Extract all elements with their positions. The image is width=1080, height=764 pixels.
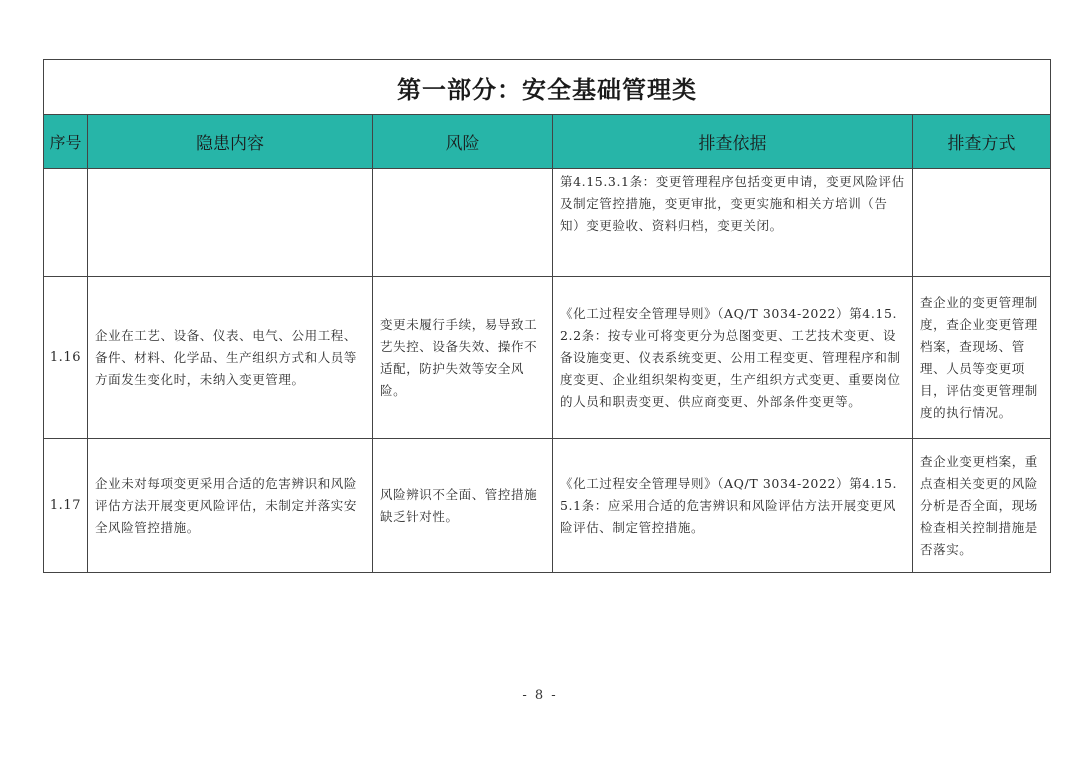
row-basis: 第4.15.3.1条：变更管理程序包括变更申请，变更风险评估及制定管控措施，变更审批，变更实施和相关方培训（告知）变更验收、资料归档，变更关闭。 bbox=[553, 169, 913, 277]
row-hazard bbox=[88, 169, 373, 277]
table-header-row bbox=[44, 115, 1051, 169]
row-seq bbox=[44, 169, 88, 277]
row-hazard: 企业未对每项变更采用合适的危害辨识和风险评估方法开展变更风险评估，未制定并落实安全风险管控措施。 bbox=[88, 439, 373, 573]
section-title: 第一部分：安全基础管理类 bbox=[44, 60, 1051, 115]
page-number: - 8 - bbox=[522, 688, 558, 703]
header-seq: 序号 bbox=[44, 115, 88, 169]
row-seq: 1.17 bbox=[44, 439, 88, 573]
header-hazard: 隐患内容 bbox=[88, 115, 373, 169]
table-row bbox=[44, 169, 1051, 277]
row-risk: 变更未履行手续，易导致工艺失控、设备失效、操作不适配，防护失效等安全风险。 bbox=[373, 277, 553, 439]
row-method: 查企业变更档案，重点查相关变更的风险分析是否全面，现场检查相关控制措施是否落实。 bbox=[913, 439, 1051, 573]
header-risk: 风险 bbox=[373, 115, 553, 169]
row-method: 查企业的变更管理制度，查企业变更管理档案，查现场、管理、人员等变更项目，评估变更管理制度的执行情况。 bbox=[913, 277, 1051, 439]
table-title-row bbox=[44, 60, 1051, 115]
row-risk bbox=[373, 169, 553, 277]
header-basis: 排查依据 bbox=[553, 115, 913, 169]
checklist-table-container bbox=[43, 59, 1050, 573]
row-basis: 《化工过程安全管理导则》（AQ/T 3034-2022）第4.15.2.2条：按专业可将变更分为总图变更、工艺技术变更、设备设施变更、仪表系统变更、公用工程变更、管理程序和制度变更、企业组织架构变更，生产组织方式变更、重要岗位的人员和职责变更、供应商变更、外部条件变更等。 bbox=[553, 277, 913, 439]
row-seq: 1.16 bbox=[44, 277, 88, 439]
row-basis: 《化工过程安全管理导则》（AQ/T 3034-2022）第4.15.5.1条：应采用合适的危害辨识和风险评估方法开展变更风险评估、制定管控措施。 bbox=[553, 439, 913, 573]
hazard-checklist-table bbox=[43, 59, 1051, 573]
row-method bbox=[913, 169, 1051, 277]
header-method: 排查方式 bbox=[913, 115, 1051, 169]
table-row bbox=[44, 439, 1051, 573]
row-risk: 风险辨识不全面、管控措施缺乏针对性。 bbox=[373, 439, 553, 573]
table-row bbox=[44, 277, 1051, 439]
row-hazard: 企业在工艺、设备、仪表、电气、公用工程、备件、材料、化学品、生产组织方式和人员等方面发生变化时，未纳入变更管理。 bbox=[88, 277, 373, 439]
